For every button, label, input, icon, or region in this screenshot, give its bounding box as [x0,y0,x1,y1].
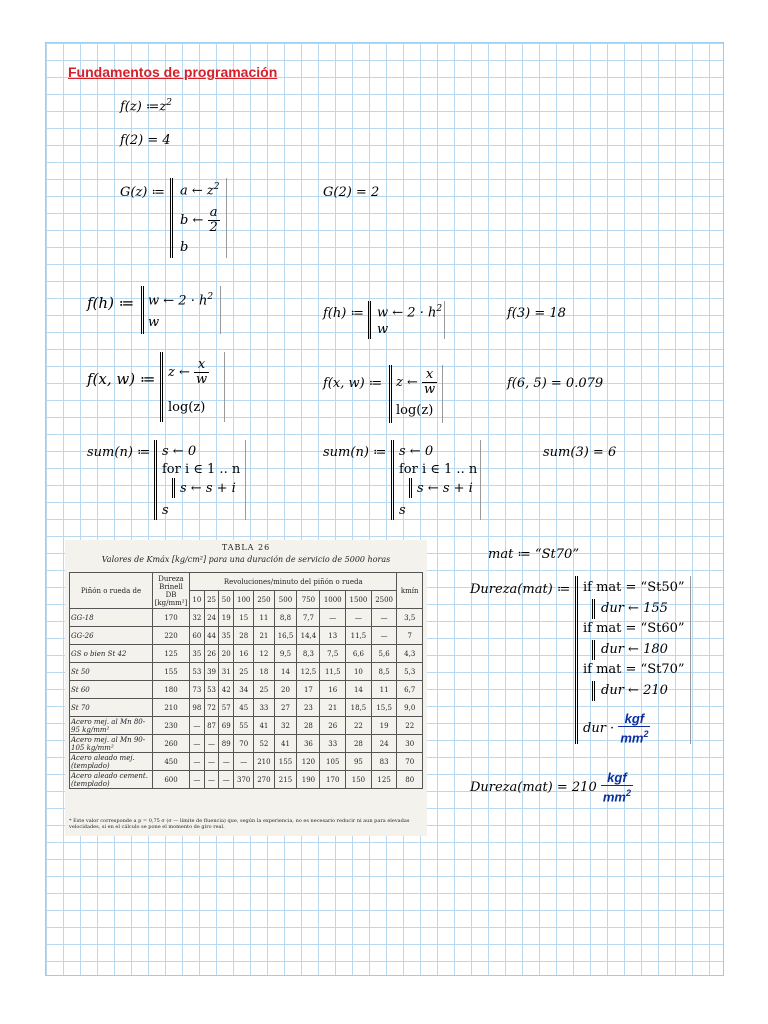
fxw-small-den: w [424,382,436,397]
fxw-big-line-1-text: z ← [168,365,190,380]
row-material: GG-26 [70,627,153,645]
row-value: 9,5 [274,645,297,663]
row-value: 15,5 [371,699,397,717]
row-value: — [204,735,219,753]
col-kmin: kmín [397,573,423,609]
sum-evaluation[interactable]: sum(3) = 6 [543,445,617,460]
row-value: 120 [297,753,320,771]
row-kmin: 80 [397,771,423,789]
row-value: 105 [320,753,346,771]
g-def-lhs[interactable]: G(z) ≔ [120,185,165,200]
fxw-big-line-1[interactable] [168,358,209,387]
row-value: 36 [297,735,320,753]
row-value: 60 [190,627,205,645]
fh-big-line-2[interactable]: w [148,315,160,330]
row-value: 18 [254,663,274,681]
row-value: 41 [254,717,274,735]
table-row [70,663,423,681]
row-value: 35 [219,627,234,645]
sum-b-lhs[interactable]: sum(n) ≔ [323,445,387,460]
row-value: 125 [371,771,397,789]
sum-a-inner-bar [172,478,175,498]
fh-small-line-2[interactable]: w [377,322,389,337]
row-kmin: 70 [397,753,423,771]
row-value: 155 [274,753,297,771]
dureza-lhs[interactable]: Dureza(mat) ≔ [470,582,571,597]
row-material: St 50 [70,663,153,681]
rpm-header-cell: 1000 [320,591,346,609]
row-value: 57 [219,699,234,717]
row-value: — [320,609,346,627]
g-program-edge [226,178,227,258]
rpm-header-cell: 100 [234,591,254,609]
row-value: 98 [190,699,205,717]
fh-small-bar [368,301,371,339]
table-footnote: * Este valor corresponde a p = 0,75 σ (σ — límite de fluencia) que, según la experiencia, no es necesario reducir ni aun para elevadas velocidades, si en el cálculo se pone el momento de giro real. [69,818,410,830]
hardness-table [69,572,423,789]
row-value: 20 [219,645,234,663]
dureza-line[interactable]: if mat = “St70” [583,662,685,677]
row-value: — [371,609,397,627]
row-kmin: 3,5 [397,609,423,627]
row-value: — [204,753,219,771]
row-value: 31 [219,663,234,681]
dureza-line[interactable]: if mat = “St60” [583,621,685,636]
row-value: 19 [219,609,234,627]
g-line-1-text: a ← z [180,183,214,199]
sum-a-edge [245,440,246,520]
row-material: GG-18 [70,609,153,627]
row-value: 11 [371,681,397,699]
row-value: 15 [234,609,254,627]
row-value: 16,5 [274,627,297,645]
row-value: 27 [274,699,297,717]
fxw-big-bar [160,352,163,422]
row-value: 210 [254,753,274,771]
row-value: 73 [190,681,205,699]
dureza-edge [690,576,691,744]
fh-small-line-1-text: w ← 2 · h [377,305,437,321]
mat-definition[interactable]: mat ≔ “St70” [488,547,579,562]
row-value: 11,5 [320,663,346,681]
g-program-bar [170,178,173,258]
row-value: 270 [254,771,274,789]
fh-big-bar [141,286,144,334]
row-value: — [190,717,205,735]
row-material: Acero aleado mej. (templado) [70,753,153,771]
row-value: 42 [219,681,234,699]
row-kmin: 4,3 [397,645,423,663]
row-kmin: 9,0 [397,699,423,717]
row-value: 16 [320,681,346,699]
table-row [70,627,423,645]
table-row [70,699,423,717]
rpm-header-cell: 1500 [346,591,372,609]
table-subcaption: Valores de Kmáx [kg/cm²] para una duración de servicio de 5000 horas [101,555,391,564]
row-material: St 70 [70,699,153,717]
row-value: 12,5 [297,663,320,681]
dureza-line[interactable]: dur ← 155 [601,600,668,616]
row-hardness: 210 [153,699,190,717]
g-line-2-text: b ← [180,213,204,228]
row-value: 53 [190,663,205,681]
sum-a-line-2[interactable]: for i ∈ 1 .. n [162,462,241,477]
row-value: — [234,753,254,771]
table-caption: TABLA 26 [221,543,271,552]
fh-big-line-1-text: w ← 2 · h [148,293,208,309]
dureza-inner-bar [592,599,595,619]
fxw-small-edge [442,365,443,423]
row-material: Acero aleado cement. (templado) [70,771,153,789]
dureza-eval-text: Dureza(mat) = 210 [470,780,597,796]
row-value: 14,4 [297,627,320,645]
row-value: 26 [204,645,219,663]
fxw-big-den: w [196,372,208,387]
dureza-unit-num: kgf [618,712,650,727]
row-value: 370 [234,771,254,789]
row-value: 8,8 [274,609,297,627]
rpm-header-cell: 500 [274,591,297,609]
row-value: 8,5 [371,663,397,681]
row-hardness: 450 [153,753,190,771]
row-value: 215 [274,771,297,789]
rpm-header-cell: 10 [190,591,205,609]
row-hardness: 180 [153,681,190,699]
col-rpm: Revoluciones/minuto del piñón o rueda [190,573,397,591]
g-evaluation[interactable]: G(2) = 2 [323,185,380,200]
row-value: 25 [254,681,274,699]
row-hardness: 220 [153,627,190,645]
row-value: 87 [204,717,219,735]
g-frac-num: a [208,206,220,221]
row-value: 13 [320,627,346,645]
col-material: Piñón o rueda de [70,573,153,609]
dureza-last-text: dur · [583,721,615,737]
fxw-small-line-2[interactable]: log(z) [396,403,434,418]
table-row [70,681,423,699]
fxw-big-line-2[interactable]: log(z) [168,400,206,415]
row-value: 190 [297,771,320,789]
dureza-eval-unit-den: $mm^2$ [602,788,631,805]
row-value: 55 [234,717,254,735]
row-value: 45 [234,699,254,717]
dureza-inner-bar [592,640,595,660]
fh-small-edge [444,301,445,339]
f65-evaluation[interactable]: f(6, 5) = 0.079 [507,376,604,391]
fh-big-line-1[interactable]: w ← $2 \cdot h^2$ [148,292,214,309]
row-value: 35 [190,645,205,663]
dureza-evaluation[interactable] [470,771,633,804]
row-value: 21 [320,699,346,717]
row-value: 23 [297,699,320,717]
fxw-big-edge [224,352,225,422]
row-value: 5,6 [371,645,397,663]
g-frac-den: 2 [209,220,218,235]
row-value: — [204,771,219,789]
row-value: 11,5 [346,627,372,645]
dureza-line[interactable]: dur ← 180 [601,641,668,657]
row-value: 28 [346,735,372,753]
scanned-table-image [65,540,427,836]
page-title: Fundamentos de programación [68,64,278,80]
row-kmin: 22 [397,717,423,735]
row-value: 21 [254,627,274,645]
dureza-unit-den: $mm^2$ [620,729,649,746]
fxw-small-line-1[interactable] [396,368,437,397]
row-hardness: 125 [153,645,190,663]
row-value: 20 [274,681,297,699]
row-value: 44 [204,627,219,645]
rpm-header-cell: 50 [219,591,234,609]
row-value: 11 [254,609,274,627]
row-kmin: 30 [397,735,423,753]
row-value: 39 [204,663,219,681]
row-value: 89 [219,735,234,753]
row-value: 170 [320,771,346,789]
row-value: 41 [274,735,297,753]
row-value: — [371,627,397,645]
sum-b-line-4[interactable]: s [399,503,406,518]
row-hardness: 170 [153,609,190,627]
row-value: 28 [297,717,320,735]
row-value: 33 [320,735,346,753]
fxw-small-line-1-text: z ← [396,375,418,390]
row-value: — [190,735,205,753]
table-row [70,609,423,627]
dureza-line[interactable]: if mat = “St50” [583,580,685,595]
row-value: 10 [346,663,372,681]
row-value: 25 [234,663,254,681]
dureza-eval-unit-num: kgf [601,771,633,786]
row-value: 6,6 [346,645,372,663]
row-hardness: 230 [153,717,190,735]
row-value: 34 [234,681,254,699]
row-hardness: 155 [153,663,190,681]
rpm-header-cell: 2500 [371,591,397,609]
table-row [70,645,423,663]
table-row [70,717,423,735]
sum-b-inner-bar [409,478,412,498]
g-line-3[interactable]: b [180,240,189,255]
sum-a-lhs[interactable]: sum(n) ≔ [87,445,151,460]
row-hardness: 600 [153,771,190,789]
sum-b-line-2[interactable]: for i ∈ 1 .. n [399,462,478,477]
row-value: 14 [274,663,297,681]
row-value: 19 [371,717,397,735]
rpm-header-cell: 750 [297,591,320,609]
sum-a-line-1[interactable]: s ← 0 [162,444,197,459]
sum-b-edge [480,440,481,520]
fxw-big-num: x [194,358,209,373]
row-value: 72 [204,699,219,717]
sum-b-bar [391,440,394,520]
dureza-last-line[interactable] [583,712,650,745]
row-material: Acero mej. al Mn 80-95 kg/mm² [70,717,153,735]
dureza-line[interactable]: dur ← 210 [601,682,668,698]
table-body [70,609,423,789]
rpm-header-cell: 250 [254,591,274,609]
fxw-small-bar [389,365,392,423]
row-value: 22 [346,717,372,735]
row-material: GS o bien St 42 [70,645,153,663]
row-value: 53 [204,681,219,699]
row-value: 24 [371,735,397,753]
row-value: 7,7 [297,609,320,627]
col-hardness: Dureza Brinell DB [kg/mm²] [153,573,190,609]
row-value: 7,5 [320,645,346,663]
row-value: 28 [234,627,254,645]
row-value: 14 [346,681,372,699]
fxw-small-num: x [422,368,437,383]
table-row [70,771,423,789]
row-value: 33 [254,699,274,717]
row-kmin: 5,3 [397,663,423,681]
dureza-inner-bar [592,681,595,701]
sum-a-line-4[interactable]: s [162,503,169,518]
row-material: Acero mej. al Mn 90-105 kg/mm² [70,735,153,753]
row-value: 24 [204,609,219,627]
rpm-header-cell: 25 [204,591,219,609]
f-def-rhs: z [159,99,167,115]
row-value: — [190,771,205,789]
f3-evaluation[interactable]: f(3) = 18 [507,306,566,321]
fh-big-edge [220,286,221,334]
row-value: 70 [234,735,254,753]
sum-b-line-3[interactable]: s ← s + i [417,481,473,496]
row-value: 12 [254,645,274,663]
g-line-2[interactable] [180,206,220,235]
row-value: 17 [297,681,320,699]
row-hardness: 260 [153,735,190,753]
sum-b-line-1[interactable]: s ← 0 [399,444,434,459]
fh-big-lhs[interactable]: f(h) ≔ [87,294,135,312]
row-kmin: 7 [397,627,423,645]
f-definition[interactable]: f(z) $≔z^2$ [120,98,172,115]
row-value: 32 [190,609,205,627]
row-value: — [346,609,372,627]
row-value: 18,5 [346,699,372,717]
table-row [70,753,423,771]
row-value: 52 [254,735,274,753]
row-value: 83 [371,753,397,771]
row-value: — [219,753,234,771]
fh-small-line-1[interactable]: w ← $2 \cdot h^2$ [377,304,443,321]
row-value: 16 [234,645,254,663]
g-line-1[interactable]: a ← $z^2$ [180,182,220,199]
row-value: 95 [346,753,372,771]
fxw-big-lhs[interactable]: f(x, w) ≔ [87,370,156,388]
fh-small-lhs[interactable]: f(h) ≔ [323,306,364,321]
sum-a-bar [154,440,157,520]
row-value: 69 [219,717,234,735]
row-value: — [190,753,205,771]
row-value: 150 [346,771,372,789]
fxw-small-lhs[interactable]: f(x, w) ≔ [323,376,383,391]
row-material: St 60 [70,681,153,699]
row-value: 8,3 [297,645,320,663]
sum-a-line-3[interactable]: s ← s + i [180,481,236,496]
row-value: — [219,771,234,789]
f-def-lhs: f(z) ≔ [120,99,160,115]
row-value: 32 [274,717,297,735]
row-value: 26 [320,717,346,735]
dureza-bar [575,576,578,744]
table-row [70,735,423,753]
row-kmin: 6,7 [397,681,423,699]
f-evaluation[interactable]: f(2) = 4 [120,133,171,148]
